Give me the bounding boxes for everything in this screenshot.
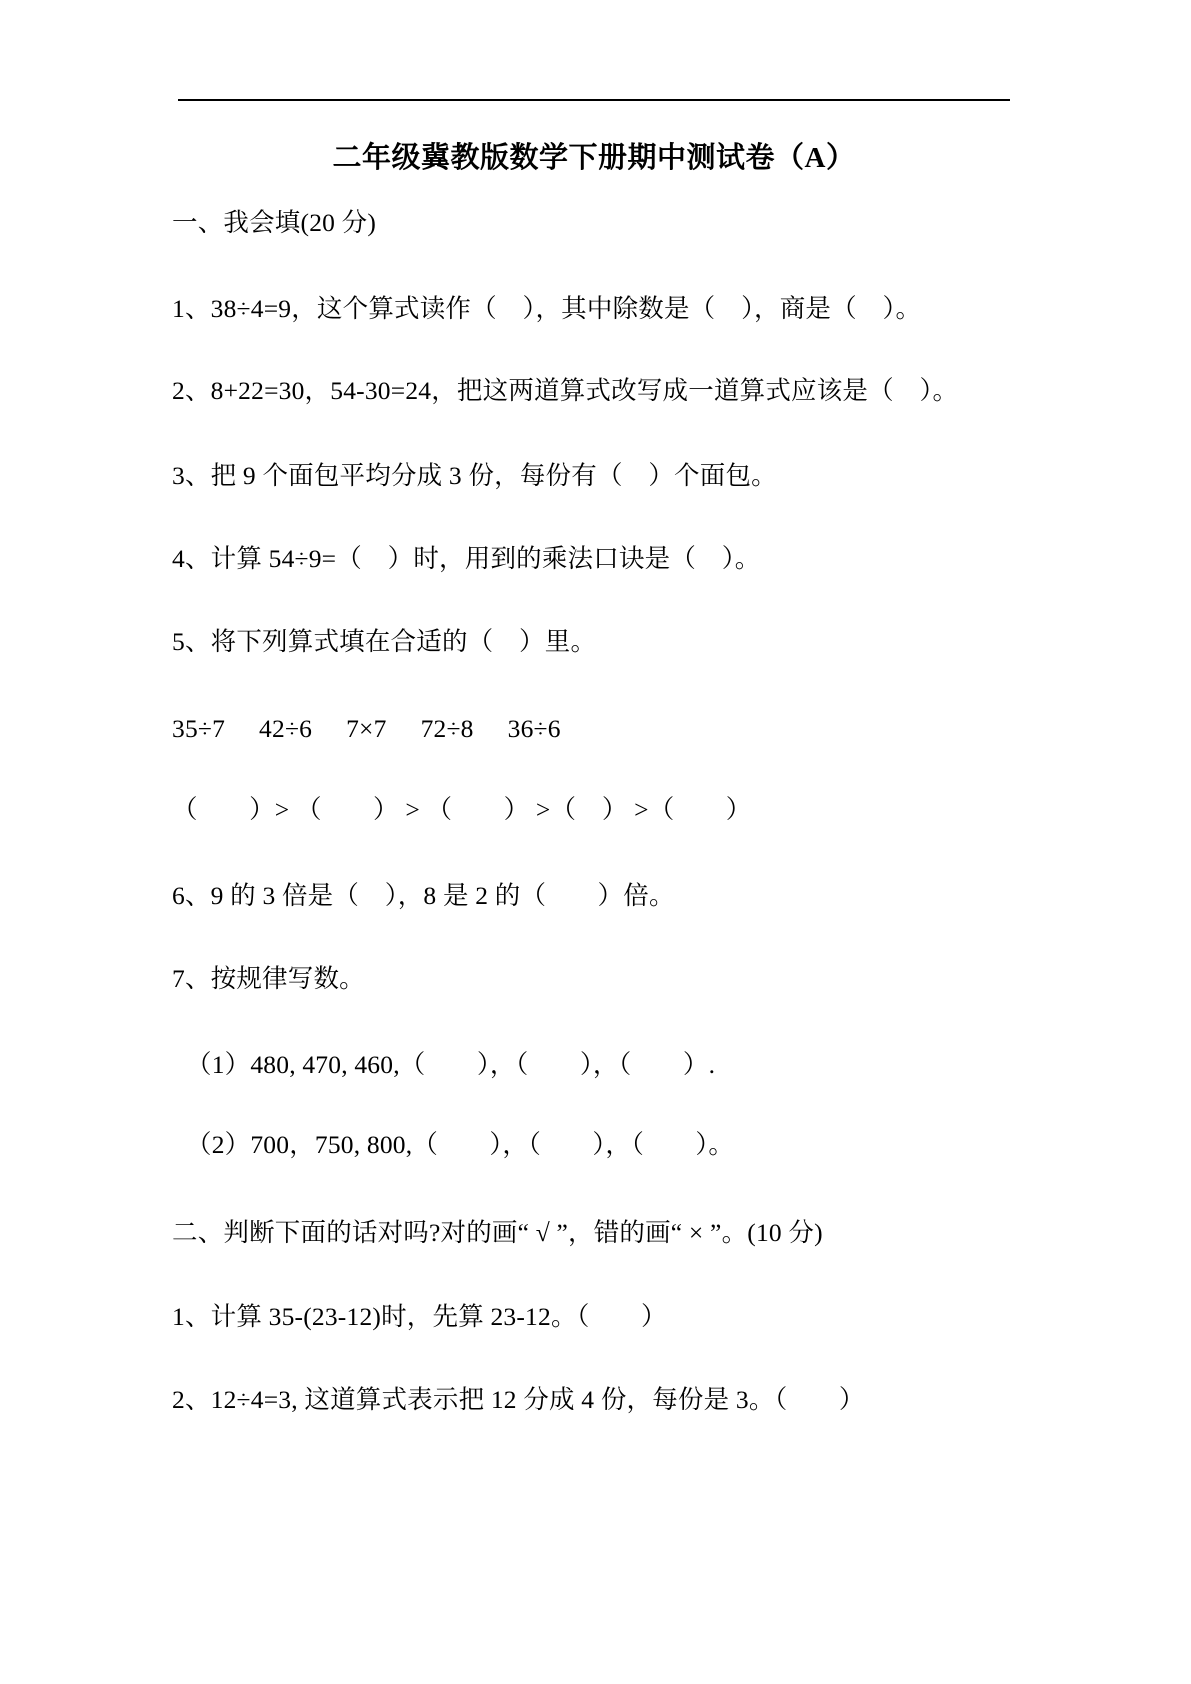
question-4: 4、计算 54÷9=（ ）时，用到的乘法口诀是（ ）。 [172, 544, 761, 573]
question-5-comparison-blanks: （ ）> （ ） > （ ） >（ ） >（ ） [172, 795, 752, 824]
page-title: 二年级冀教版数学下册期中测试卷（A） [332, 142, 856, 174]
section-two-heading: 二、判断下面的话对吗?对的画“ √ ”，错的画“ × ”。(10 分) [172, 1218, 823, 1247]
section-two-question-1: 1、计算 35-(23-12)时，先算 23-12。（ ） [172, 1302, 667, 1331]
question-7-item-1: （1）480, 470, 460,（ ），（ ），（ ）. [186, 1050, 716, 1079]
question-1: 1、38÷4=9，这个算式读作（ ），其中除数是（ ），商是（ ）。 [172, 294, 922, 323]
question-7: 7、按规律写数。 [172, 964, 365, 993]
expression-item: 72÷8 [420, 714, 474, 743]
question-3: 3、把 9 个面包平均分成 3 份，每份有（ ）个面包。 [172, 461, 777, 490]
question-2: 2、8+22=30，54-30=24，把这两道算式改写成一道算式应该是（ ）。 [172, 376, 959, 405]
expression-item: 36÷6 [507, 714, 561, 743]
header-divider [178, 99, 1010, 101]
expression-item: 42÷6 [259, 714, 313, 743]
expression-item: 35÷7 [172, 714, 226, 743]
question-5: 5、将下列算式填在合适的（ ）里。 [172, 627, 597, 656]
section-one-heading: 一、我会填(20 分) [172, 208, 377, 237]
question-7-item-2: （2）700，750, 800,（ ），（ ），（ ）。 [186, 1130, 735, 1159]
section-two-question-2: 2、12÷4=3, 这道算式表示把 12 分成 4 份，每份是 3。（ ） [172, 1385, 865, 1414]
question-6: 6、9 的 3 倍是（ ），8 是 2 的（ ）倍。 [172, 881, 675, 910]
expression-item: 7×7 [346, 714, 387, 743]
question-5-expression-list [172, 712, 561, 745]
